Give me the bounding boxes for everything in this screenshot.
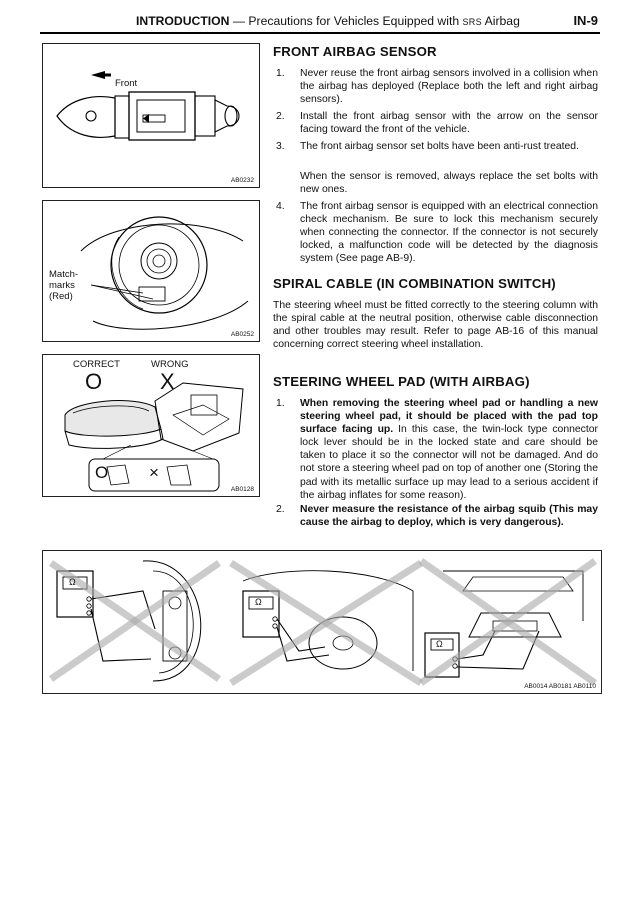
panel-dashboard xyxy=(231,563,421,683)
pad-item-1 xyxy=(273,397,598,501)
item-number: 2. xyxy=(276,504,285,515)
ohmmeter-2-icon: Ω xyxy=(255,597,262,607)
header-rule xyxy=(40,32,600,34)
figure-id-ab0014: AB0014 AB0181 AB0110 xyxy=(524,683,596,690)
item-number: 4. xyxy=(276,201,285,212)
sensor-item-2 xyxy=(273,110,598,138)
pad-item-2 xyxy=(273,503,598,543)
item-text xyxy=(300,397,598,502)
label-red: (Red) xyxy=(49,291,73,302)
figure-pad-orientation xyxy=(42,354,260,497)
header-title-post: Airbag xyxy=(484,14,520,28)
correct-symbol: O xyxy=(85,369,103,394)
label-match: Match- xyxy=(49,269,79,280)
item-number: 3. xyxy=(276,141,285,152)
item-text: Never reuse the front airbag sensors involved in a collision when the airbag has deployed (Replace both the left and right airbag sensors). xyxy=(300,68,598,106)
item-text: Install the front airbag sensor with the arrow on the sensor facing toward the front of the vehicle. xyxy=(300,111,598,136)
sensor-item-3-note xyxy=(273,170,598,198)
sensor-item-3 xyxy=(273,140,598,168)
panel-connector xyxy=(421,561,595,683)
header-section: INTRODUCTION xyxy=(136,14,230,28)
sensor-item-1 xyxy=(273,67,598,107)
ohmmeter-1-icon: Ω xyxy=(69,577,76,587)
panel-steering-wheel xyxy=(51,561,219,681)
wrong-symbol: X xyxy=(160,369,175,394)
item-plain-text: In this case, the twin-lock type connector lock lever should be in the locked state and care should be taken to place it so the connector will not be damaged. And do not store a steering wheel pad on top of another one (Storing the pad with its metallic surface up may lead to a serious accident if the airbag inflates for some reason). xyxy=(300,424,598,501)
item-number: 1. xyxy=(276,398,285,409)
wrong-symbol-small: × xyxy=(149,463,159,482)
ohmmeter-3-icon: Ω xyxy=(436,639,443,649)
figure-front-sensor xyxy=(42,43,260,188)
item-note: When the sensor is removed, always replace the set bolts with new ones. xyxy=(300,171,598,196)
header-title-pre: Precautions for Vehicles Equipped with xyxy=(248,14,460,28)
header-separator: — xyxy=(232,14,246,28)
figure-spiral-cable xyxy=(42,200,260,342)
correct-symbol-small: O xyxy=(95,463,109,482)
spiral-cable-text: The steering wheel must be fitted correctly to the steering column with the spiral cable at the neutral position, otherwise cable disconnection and other troubles may result. Refer to page AB-16 of this manual concerning correct steering wheel installation. xyxy=(273,300,598,351)
item-text xyxy=(300,503,598,529)
figure-id-ab0128: AB0128 xyxy=(230,486,254,493)
figure-no-measure-squib xyxy=(42,550,602,694)
heading-front-airbag-sensor: FRONT AIRBAG SENSOR xyxy=(273,44,437,59)
page-header xyxy=(40,8,600,34)
header-title xyxy=(136,14,520,28)
item-bold-text: Never measure the resistance of the airbag squib (This may cause the airbag to deploy, which is very dangerous). xyxy=(300,504,598,529)
sensor-item-4 xyxy=(273,200,598,266)
item-text: The front airbag sensor set bolts have been anti-rust treated. xyxy=(300,141,579,152)
heading-spiral-cable: SPIRAL CABLE (IN COMBINATION SWITCH) xyxy=(273,276,556,291)
item-text: The front airbag sensor is equipped with an electrical connection check mechanism. Be sure to lock this mechanism securely when connecting the connector. If the connector is not securely locked, a malfunction code will be detected by the diagnosis system (See page AB-9). xyxy=(300,201,598,265)
header-srs: SRS xyxy=(462,17,482,27)
heading-steering-wheel-pad: STEERING WHEEL PAD (WITH AIRBAG) xyxy=(273,374,530,389)
figure-id-ab0232: AB0232 xyxy=(230,177,254,184)
item-bold-text: When removing the steering wheel pad or handling a new steering wheel pad, it should be placed with the pad top surface facing up. xyxy=(300,398,598,436)
label-correct: CORRECT xyxy=(73,359,120,370)
no-measure-drawing xyxy=(43,551,601,693)
figure-id-ab0252: AB0252 xyxy=(230,331,254,338)
page-number: IN-9 xyxy=(573,13,598,28)
item-number: 1. xyxy=(276,68,285,79)
item-number: 2. xyxy=(276,111,285,122)
label-front: Front xyxy=(115,78,138,89)
front-sensor-drawing xyxy=(43,44,259,187)
label-marks: marks xyxy=(49,280,75,291)
label-wrong: WRONG xyxy=(151,359,189,370)
